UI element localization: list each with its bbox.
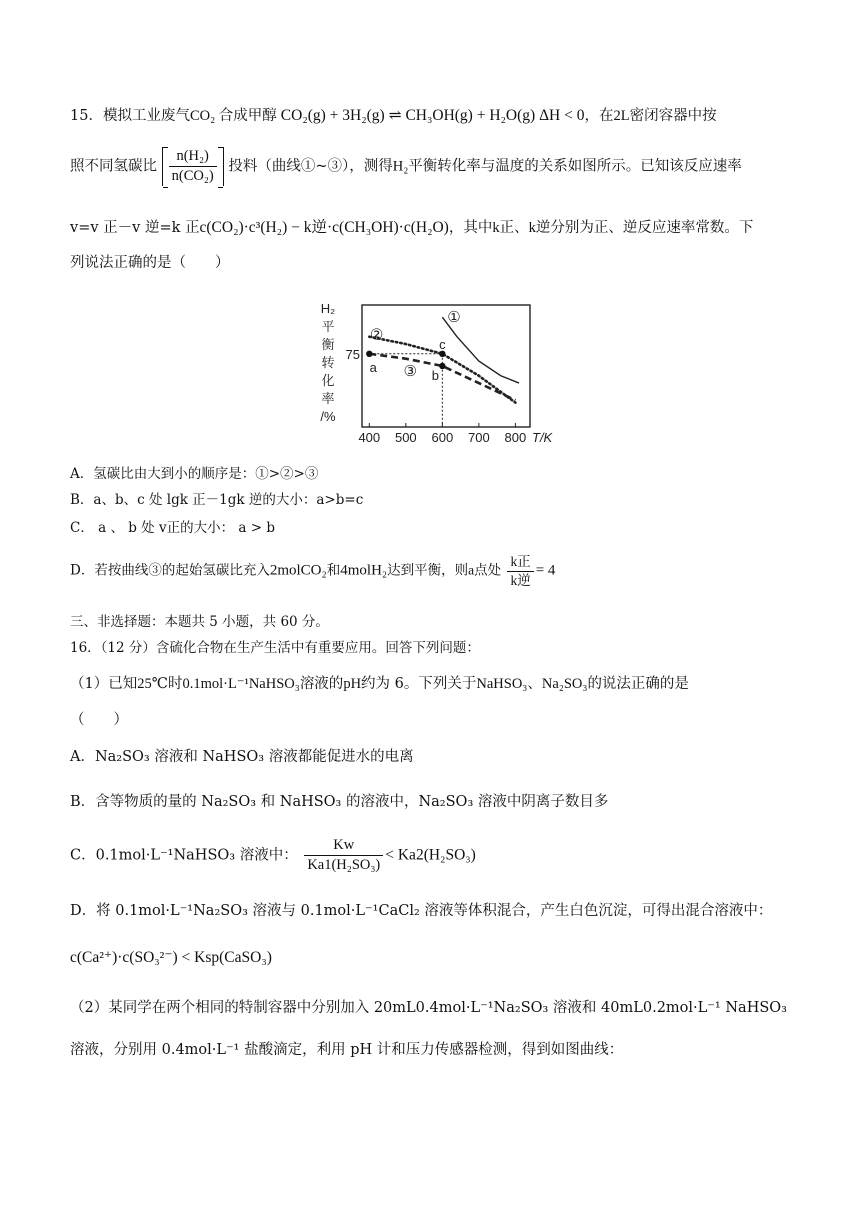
q15-option-d-fraction	[507, 553, 533, 589]
q15-co2-text: CO₂ 合成甲醇	[189, 108, 277, 124]
x-tick-label: 500	[394, 430, 417, 445]
y-axis-label-char: 转	[321, 355, 335, 370]
q15-ratio-bracket	[162, 147, 224, 186]
q15-option-c	[70, 520, 275, 536]
y-axis-label-char: /%	[320, 409, 336, 424]
q15-ratio-denominator: n(CO₂)	[171, 167, 214, 184]
q16-text: 溶液的	[299, 676, 344, 692]
q16-option-c-numerator: Kw	[304, 836, 383, 856]
q16-temperature: 25℃	[137, 676, 168, 692]
q16-option-d	[70, 903, 772, 920]
section-3-text: 三、非选择题：本题共 5 小题，共 60 分。	[70, 614, 329, 630]
q15-line-3	[70, 219, 753, 238]
q16-text: 、	[527, 676, 542, 692]
chart-frame	[362, 305, 530, 427]
point-label-c: c	[439, 336, 446, 352]
q15-text: ，在	[584, 108, 614, 124]
q15-option-b	[70, 492, 363, 508]
q16-part2-text: 溶液，分别用 0.4mol·L⁻¹ 盐酸滴定，利用 pH 计和压力传感器检测，得到如图曲线：	[70, 1042, 624, 1058]
q16-option-d-text: D．将 0.1mol·L⁻¹Na₂SO₃ 溶液与 0.1mol·L⁻¹CaCl₂ 溶液等体积混合，产生白色沉淀，可得出混合溶液中：	[70, 903, 773, 919]
q16-text: 的说法正确的是	[587, 676, 689, 692]
q16-option-c	[70, 836, 476, 875]
series-line-①	[442, 317, 519, 383]
x-tick-label: 400	[358, 430, 381, 445]
q15-ratio-fraction	[169, 147, 217, 186]
q16-title	[70, 640, 480, 656]
q15-h2-text: H₂	[392, 158, 409, 175]
q16-nahso3: NaHSO₃	[476, 676, 528, 692]
x-axis-label: T/K	[532, 430, 553, 445]
q16-na2so3: Na₂SO₃	[541, 676, 588, 692]
q16-option-b-text: B．含等物质的量的 Na₂SO₃ 和 NaHSO₃ 的溶液中，Na₂SO₃ 溶液中阴离子数目多	[70, 794, 609, 810]
q16-option-c-fraction	[304, 836, 383, 875]
q15-option-d-text: D．若按曲线③的起始氢碳比充入	[70, 562, 270, 579]
q15-option-d-text: 达到平衡，则	[387, 562, 469, 579]
q15-line-2	[70, 147, 742, 186]
q15-option-a-text: A．氢碳比由大到小的顺序是：①>②>③	[70, 466, 319, 482]
q15-line-4	[70, 255, 230, 272]
q16-text: 时	[167, 676, 183, 692]
q15-option-d-h2: 4molH₂	[340, 562, 388, 579]
q16-option-a	[70, 749, 414, 766]
q16-ph: pH	[343, 676, 362, 692]
q15-option-d-point: a	[468, 562, 475, 578]
q15-option-d-value: = 4	[535, 562, 556, 579]
x-tick-label: 800	[504, 430, 527, 445]
q16-option-b	[70, 794, 608, 811]
q15-option-d-denominator: k逆	[510, 572, 531, 588]
q15-rate-equation: c(CO₂)·c³(H₂) − k逆·c(CH₃OH)·c(H₂O)	[199, 219, 449, 236]
series-label-②: ②	[369, 326, 384, 344]
section-3-heading	[70, 614, 329, 630]
q16-option-a-text: A．Na₂SO₃ 溶液和 NaHSO₃ 溶液都能促进水的电离	[70, 749, 414, 765]
q15-text: 分别为正、逆反应速率常数。下	[550, 220, 754, 236]
y-axis-label-char: 率	[321, 391, 335, 406]
point-label-a: a	[369, 359, 377, 375]
q15-rate-constants: k正、k逆	[492, 220, 551, 236]
q15-option-d-co2: 2molCO₂	[269, 562, 327, 579]
point-label-b: b	[431, 368, 439, 383]
q16-concentration: 0.1mol·L⁻¹NaHSO₃	[182, 676, 300, 692]
q16-option-c-text: C．0.1mol·L⁻¹NaHSO₃ 溶液中：	[70, 847, 298, 864]
q15-text: 照不同氢碳比	[70, 158, 157, 175]
q16-text: 约为 6。下列关于	[361, 676, 477, 692]
point-b	[439, 363, 445, 369]
series-label-①: ①	[447, 309, 461, 327]
y-tick-label: 75	[345, 346, 360, 362]
q15-option-d	[70, 553, 555, 589]
q15-option-b-text: B．a、b、c 处 lgk 正－1gk 逆的大小：a>b=c	[70, 492, 364, 508]
q15-line-1	[70, 107, 717, 126]
x-tick-label: 600	[431, 430, 454, 445]
series-line-③	[369, 354, 515, 400]
y-axis-label-char: H₂	[320, 301, 336, 316]
q15-option-c-text: C． a 、 b 处 v正的大小： a > b	[70, 520, 275, 536]
y-axis-label-char: 化	[321, 373, 335, 388]
q15-reaction-equation: CO₂(g) + 3H₂(g) ⇌ CH₃OH(g) + H₂O(g) ΔH < 0	[280, 107, 585, 124]
q15-text: 平衡转化率与温度的关系如图所示。已知该反应速率	[408, 158, 742, 175]
q16-option-c-denominator: Ka1(H₂SO₃)	[307, 856, 381, 873]
q16-option-c-inequality: < Ka2(H₂SO₃)	[385, 846, 476, 864]
conversion-vs-temperature-chart	[310, 295, 553, 455]
q16-part2-line-2	[70, 1042, 623, 1059]
q15-ratio-numerator: n(H₂)	[169, 147, 217, 167]
q15-option-d-text: 点处	[474, 562, 502, 579]
y-axis-label-char: 衡	[321, 337, 335, 352]
q16-part1-bracket	[70, 712, 128, 729]
q15-option-d-text: 和	[326, 562, 341, 579]
q15-text: ，其中	[448, 220, 493, 236]
q16-text: （1）已知	[70, 676, 138, 692]
x-tick-label: 700	[468, 430, 490, 445]
q15-volume: 2L	[613, 108, 630, 124]
q16-answer-bracket: （ ）	[70, 712, 128, 728]
q15-rate-eq-start: v=v 正－v 逆=k 正	[70, 220, 200, 236]
q16-part1-stem	[70, 676, 689, 693]
q15-text: 投料（曲线①~③），测得	[228, 158, 393, 175]
y-axis-label-char: 平	[321, 319, 335, 334]
q16-option-d-inequality: c(Ca²⁺)·c(SO₃²⁻) < Ksp(CaSO₃)	[70, 949, 272, 966]
point-a	[366, 351, 372, 357]
q16-title-text: 16．（12 分）含硫化合物在生产生活中有重要应用。回答下列问题：	[70, 640, 480, 656]
q15-stem-start: 15．模拟工业废气	[70, 108, 190, 124]
q15-option-a	[70, 466, 318, 482]
q15-question-prompt: 列说法正确的是（ ）	[70, 255, 230, 271]
series-label-③: ③	[403, 362, 417, 380]
q16-part2-text: （2）某同学在两个相同的特制容器中分别加入 20mL0.4mol·L⁻¹Na₂SO₃ 溶液和 40mL0.2mol·L⁻¹ NaHSO₃	[70, 1000, 787, 1016]
q15-option-d-numerator: k正	[507, 553, 533, 572]
q16-part2-line-1	[70, 1000, 787, 1017]
q16-option-d-expression	[70, 948, 272, 968]
q15-text: 密闭容器中按	[629, 108, 717, 124]
